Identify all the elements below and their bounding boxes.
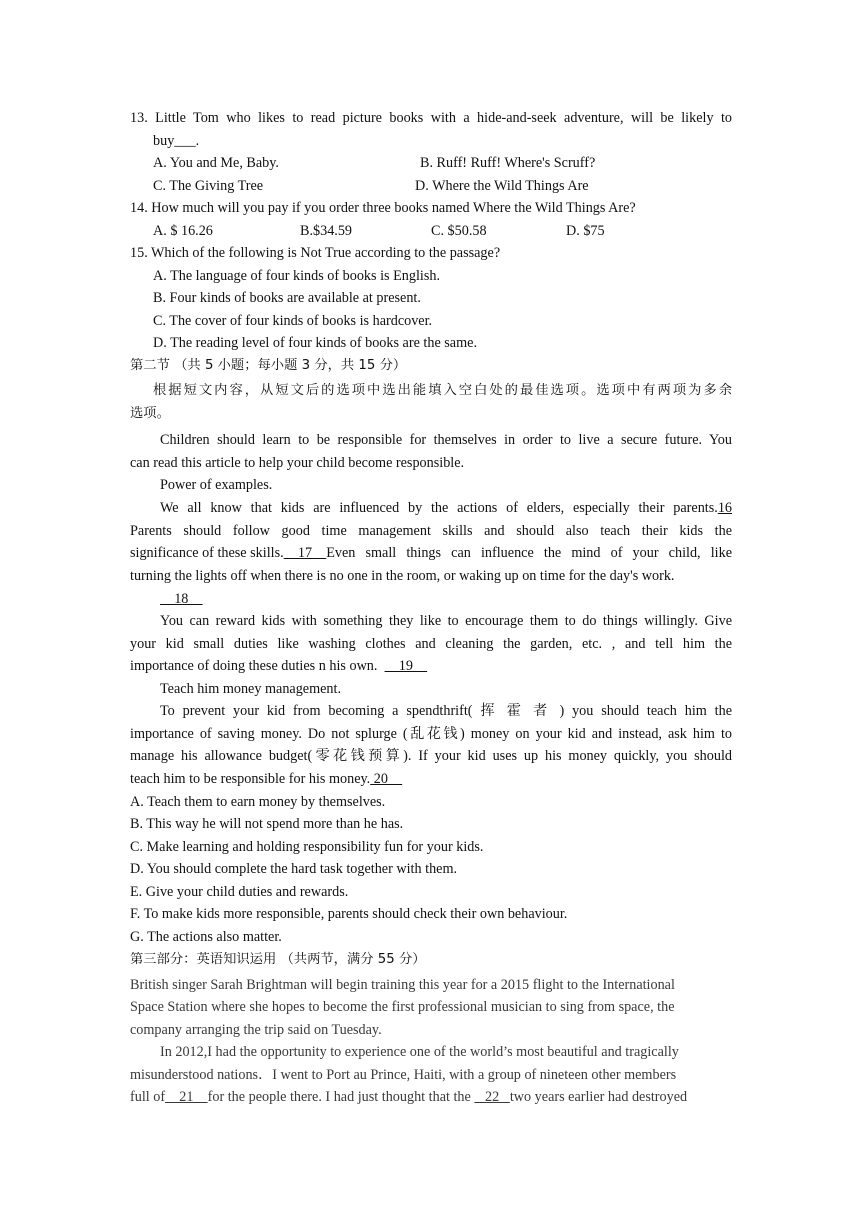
section2-instruction-line1: 根据短文内容，从短文后的选项中选出能填入空白处的最佳选项。选项中有两项为多余 (153, 383, 732, 398)
q13-stem-line2: buy___. (153, 133, 200, 149)
passage-p2-line3 (130, 544, 732, 562)
q15-option-b: B. Four kinds of books are available at present. (153, 290, 421, 306)
blank-17: 17 (283, 545, 327, 561)
story-line3-middle: for the people there. I had just thought that the (207, 1089, 475, 1105)
q13-option-a: A. You and Me, Baby. (153, 155, 279, 171)
passage-p2-line1 (160, 499, 732, 517)
q15-option-d: D. The reading level of four kinds of books are the same. (153, 335, 477, 351)
passage-p4-line4-text: teach him to be responsible for his money. (130, 771, 371, 787)
q14-stem: 14. How much will you pay if you order three books named Where the Wild Things Are? (130, 200, 636, 216)
passage-heading-power-of-examples: Power of examples. (160, 477, 273, 493)
q14-option-a: A. $ 16.26 (153, 223, 213, 239)
option-f: F. To make kids more responsible, parents should check their own behaviour. (130, 906, 568, 922)
passage-p1-line2: can read this article to help your child become responsible. (130, 455, 465, 471)
story-line3-end: two years earlier had destroyed (509, 1089, 688, 1105)
q15-stem: 15. Which of the following is Not True according to the passage? (130, 245, 501, 261)
news-line2: Space Station where she hopes to become the first professional musician to sing from space, the (130, 999, 675, 1015)
passage-p4-line1: To prevent your kid from becoming a spendthrift( 挥 霍 者 ) you should teach him the (160, 703, 732, 719)
section2-instruction-line2: 选项。 (130, 406, 170, 421)
passage-p2-line4: turning the lights off when there is no one in the room, or waking up on time for the day's work. (130, 568, 675, 584)
blank-19: 19 (384, 658, 428, 674)
q14-option-b: B.$34.59 (300, 223, 353, 239)
blank-16: 16 (717, 500, 732, 516)
passage-p2-line2: Parents should follow good time management skills and should also teach their kids the (130, 523, 732, 539)
q13-stem-line1: 13. Little Tom who likes to read picture books with a hide-and-seek adventure, will be likely to (130, 110, 732, 126)
option-c: C. Make learning and holding responsibility fun for your kids. (130, 839, 484, 855)
passage-p2-line1-text: We all know that kids are influenced by the actions of elders, especially their parents. (160, 500, 718, 516)
story-line2: misunderstood nations．I went to Port au Prince, Haiti, with a group of nineteen other members (130, 1067, 677, 1083)
story-line3 (130, 1088, 687, 1106)
part3-heading: 第三部分：英语知识运用 （共两节，满分 55 分） (130, 952, 426, 967)
story-line1: In 2012,I had the opportunity to experience one of the world’s most beautiful and tragically (160, 1044, 679, 1060)
passage-p3-line2: your kid small duties like washing clothes and cleaning the garden, etc. , and tell him the (130, 636, 732, 652)
passage-p4-line4 (130, 770, 402, 788)
passage-p2-line3-end: Even small things can influence the mind of your child, like (326, 545, 732, 561)
passage-p3-line1: You can reward kids with something they like to encourage them to do things willingly. Give (160, 613, 732, 629)
option-e: E. Give your child duties and rewards. (130, 884, 349, 900)
news-line1: British singer Sarah Brightman will begin training this year for a 2015 flight to the International (130, 977, 675, 993)
passage-p4-line3: manage his allowance budget(零花钱预算). If your kid uses up his money quickly, you should (130, 748, 732, 764)
blank-18: 18 (160, 591, 203, 607)
passage-p3-line3-text: importance of doing these duties n his own. (130, 658, 385, 674)
q14-option-c: C. $50.58 (431, 223, 487, 239)
passage-p1-line1: Children should learn to be responsible for themselves in order to live a secure future. You (160, 432, 732, 448)
q13-option-d: D. Where the Wild Things Are (415, 178, 589, 194)
section2-heading: 第二节 （共 5 小题；每小题 3 分，共 15 分） (130, 358, 407, 373)
passage-p2-line3-start: significance of these skills. (130, 545, 284, 561)
option-g: G. The actions also matter. (130, 929, 282, 945)
blank-22: 22 (474, 1089, 510, 1105)
passage-p4-line2: importance of saving money. Do not splurge (乱花钱) money on your kid and instead, ask him to (130, 726, 732, 742)
option-b: B. This way he will not spend more than he has. (130, 816, 404, 832)
passage-heading-money-management: Teach him money management. (160, 681, 342, 697)
blank-21: 21 (165, 1089, 208, 1105)
option-d: D. You should complete the hard task together with them. (130, 861, 458, 877)
story-line3-start: full of (130, 1089, 166, 1105)
q13-option-c: C. The Giving Tree (153, 178, 264, 194)
news-line3: company arranging the trip said on Tuesday. (130, 1022, 382, 1038)
option-a: A. Teach them to earn money by themselves. (130, 794, 386, 810)
q13-option-b: B. Ruff! Ruff! Where's Scruff? (420, 155, 596, 171)
q15-option-a: A. The language of four kinds of books is English. (153, 268, 440, 284)
q14-option-d: D. $75 (566, 223, 605, 239)
q15-option-c: C. The cover of four kinds of books is hardcover. (153, 313, 433, 329)
passage-p3-line3 (130, 657, 427, 675)
blank-20: 20 (370, 771, 403, 787)
